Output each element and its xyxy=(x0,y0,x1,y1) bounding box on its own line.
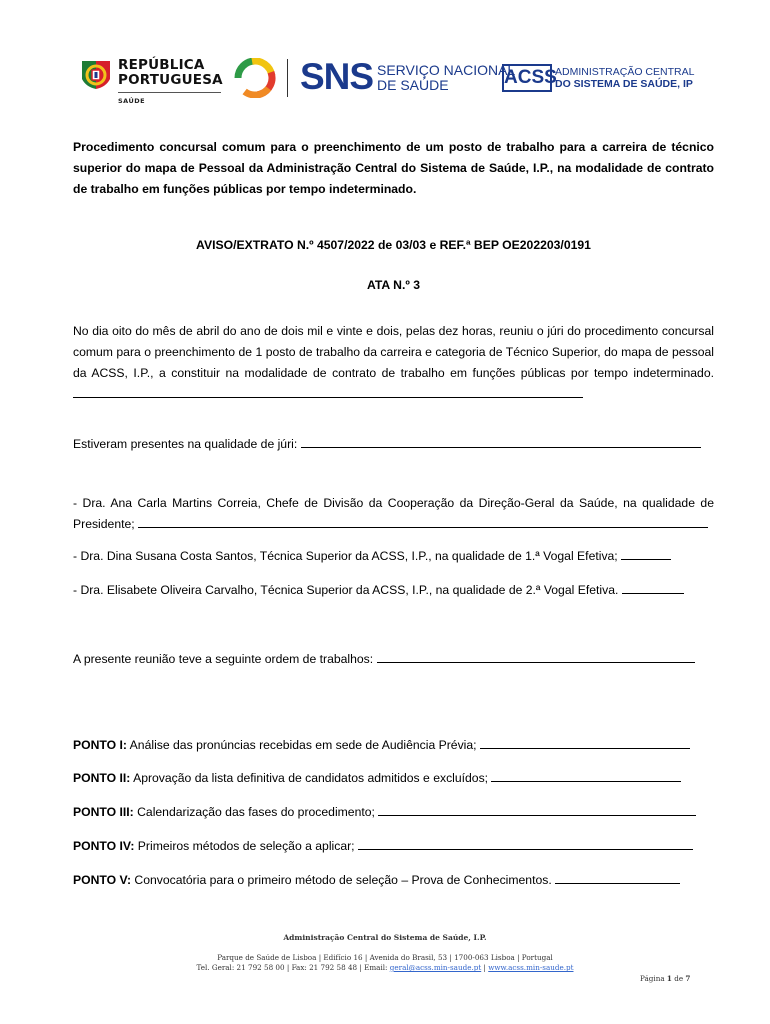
opening-paragraph-text: No dia oito do mês de abril do ano de dois mil e vinte e dois, pelas dez horas, reuniu o júri do procedimento concursal comum para o preenchimento de 1 posto de trabalho da carreira e categoria de Técnico Superior, do mapa de pessoal da ACSS, I.P., a constituir na modalidade de contrato de trabalho em funções públicas por tempo indeterminado. xyxy=(73,324,714,380)
fill-line xyxy=(358,848,693,850)
ponto-4-text: Primeiros métodos de seleção a aplicar; xyxy=(137,839,355,853)
page-of: de xyxy=(674,974,684,983)
footer-separator: | xyxy=(483,963,486,972)
jury-member-1-text: - Dra. Ana Carla Martins Correia, Chefe de Divisão da Cooperação da Direção-Geral da Saúde, na qualidade de Presidente; xyxy=(73,496,714,531)
jury-member-2-text: - Dra. Dina Susana Costa Santos, Técnica Superior da ACSS, I.P., na qualidade de 1.ª Vogal Efetiva; xyxy=(73,549,618,563)
republica-divider xyxy=(118,92,221,93)
opening-paragraph xyxy=(73,321,714,405)
jury-member-3-text: - Dra. Elisabete Oliveira Carvalho, Técnica Superior da ACSS, I.P., na qualidade de 2.ª Vogal Efetiva. xyxy=(73,583,619,597)
fill-line xyxy=(138,526,708,528)
footer-contacts xyxy=(0,963,770,972)
ponto-1 xyxy=(73,735,714,756)
jury-member-2 xyxy=(73,546,714,567)
procedure-intro: Procedimento concursal comum para o preenchimento de um posto de trabalho para a carreira de técnico superior do mapa de Pessoal da Administração Central do Sistema de Saúde, I.P., na modalidade de contrato de trabalho em funções públicas por tempo indeterminado. xyxy=(73,140,714,196)
sns-emblem-icon xyxy=(231,58,279,98)
republica-line2: PORTUGUESA xyxy=(118,72,223,88)
presentes-text: Estiveram presentes na qualidade de júri: xyxy=(73,437,298,451)
sns-line2: DE SAÚDE xyxy=(377,77,449,93)
republica-line1: REPÚBLICA xyxy=(118,57,205,73)
fill-line xyxy=(378,814,696,816)
sns-line1: SERVIÇO NACIONAL xyxy=(377,62,516,78)
fill-line xyxy=(73,396,583,398)
jury-member-3 xyxy=(73,580,714,601)
footer-contacts-text: Tel. Geral: 21 792 58 00 | Fax: 21 792 58 48 | Email: xyxy=(196,963,388,972)
ponto-2-label: PONTO II: xyxy=(73,771,131,785)
logo-separator xyxy=(287,59,288,97)
acss-acronym: ACSS xyxy=(502,64,552,92)
fill-line xyxy=(301,446,701,448)
fill-line xyxy=(555,882,680,884)
footer-email-link[interactable]: geral@acss.min-saude.pt xyxy=(389,963,482,972)
republica-subtitle: SAÚDE xyxy=(118,97,146,105)
fill-line xyxy=(621,558,671,560)
presentes-line xyxy=(73,434,714,455)
ponto-2 xyxy=(73,768,714,789)
acss-fullname xyxy=(555,66,694,90)
fill-line xyxy=(622,592,684,594)
ordem-trabalhos-text: A presente reunião teve a seguinte ordem de trabalhos: xyxy=(73,652,374,666)
acss-line2: DO SISTEMA DE SAÚDE, IP xyxy=(555,78,693,90)
ponto-5-label: PONTO V: xyxy=(73,873,132,887)
republica-title xyxy=(118,58,223,88)
ponto-3-text: Calendarização das fases do procedimento; xyxy=(137,805,375,819)
jury-member-1 xyxy=(73,493,714,535)
ponto-4-label: PONTO IV: xyxy=(73,839,135,853)
footer-org: Administração Central do Sistema de Saúde, I.P. xyxy=(283,933,487,942)
aviso-reference: AVISO/EXTRATO N.º 4507/2022 de 03/03 e REF.ª BEP OE202203/0191 xyxy=(196,238,591,252)
ponto-5-text: Convocatória para o primeiro método de seleção – Prova de Conhecimentos. xyxy=(134,873,552,887)
acss-line1: ADMINISTRAÇÃO CENTRAL xyxy=(555,66,695,78)
ordem-trabalhos xyxy=(73,649,714,670)
page-total: 7 xyxy=(685,974,691,983)
fill-line xyxy=(377,661,695,663)
page-current: 1 xyxy=(666,974,672,983)
page-number xyxy=(640,974,690,983)
sns-fullname xyxy=(377,63,515,93)
ponto-1-text: Análise das pronúncias recebidas em sede de Audiência Prévia; xyxy=(129,738,477,752)
ata-number: ATA N.º 3 xyxy=(367,278,420,292)
ponto-2-text: Aprovação da lista definitiva de candidatos admitidos e excluídos; xyxy=(133,771,489,785)
page-label: Página xyxy=(640,974,665,983)
footer-address: Parque de Saúde de Lisboa | Edifício 16 | Avenida do Brasil, 53 | 1700-063 Lisboa | Portugal xyxy=(217,953,553,962)
sns-acronym: SNS xyxy=(300,56,374,97)
fill-line xyxy=(491,780,681,782)
ponto-4 xyxy=(73,836,714,857)
ponto-3 xyxy=(73,802,714,823)
ponto-5 xyxy=(73,870,714,891)
header-logos xyxy=(0,0,770,115)
republica-emblem-icon xyxy=(78,55,114,95)
ponto-3-label: PONTO III: xyxy=(73,805,134,819)
ponto-1-label: PONTO I: xyxy=(73,738,127,752)
footer-web-link[interactable]: www.acss.min-saude.pt xyxy=(488,963,574,972)
fill-line xyxy=(480,747,690,749)
